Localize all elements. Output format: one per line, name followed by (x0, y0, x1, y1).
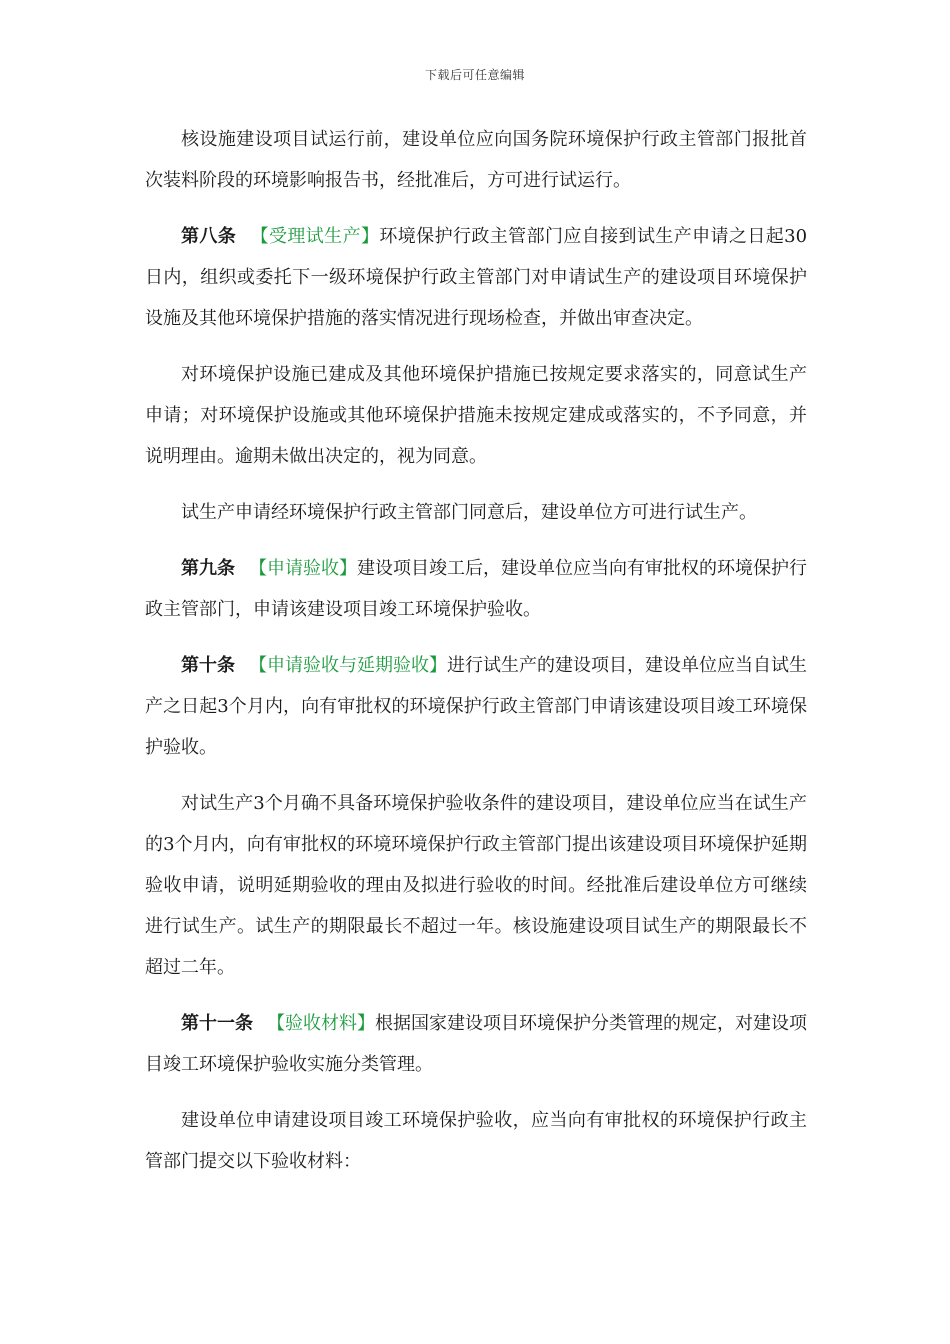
paragraph-text: 核设施建设项目试运行前，建设单位应向国务院环境保护行政主管部门报批首次装料阶段的环境影响报告书，经批准后，方可进行试运行。 (145, 129, 807, 191)
paragraph-text: 环境保护行政主管部门应自接到试生产申请之日起30日内，组织或委托下一级环境保护行政主管部门对申请试生产的建设项目环境保护设施及其他环境保护措施的落实情况进行现场检查，并做出审查决定。 (145, 226, 808, 329)
article-number: 第十一条 (181, 1013, 253, 1034)
paragraph-text: 试生产申请经环境保护行政主管部门同意后，建设单位方可进行试生产。 (181, 502, 757, 523)
paragraph-text: 进行试生产的建设项目，建设单位应当自试生产之日起3个月内，向有审批权的环境保护行政主管部门申请该建设项目竣工环境保护验收。 (145, 655, 807, 758)
paragraph-text: 根据国家建设项目环境保护分类管理的规定，对建设项目竣工环境保护验收实施分类管理。 (145, 1013, 807, 1075)
paragraph-1 (145, 119, 807, 201)
article-number: 第十条 (181, 655, 235, 676)
article-number: 第九条 (181, 558, 235, 579)
paragraph-text: 建设项目竣工后，建设单位应当向有审批权的环境保护行政主管部门，申请该建设项目竣工环境保护验收。 (145, 558, 807, 620)
paragraph-7 (145, 783, 807, 988)
paragraph-9 (145, 1100, 807, 1182)
article-tag: 【申请验收与延期验收】 (249, 655, 447, 676)
article-tag: 【申请验收】 (249, 558, 357, 579)
article-number: 第八条 (181, 226, 237, 247)
article-9 (145, 548, 807, 630)
document-body (145, 119, 807, 1197)
paragraph-text: 对试生产3个月确不具备环境保护验收条件的建设项目，建设单位应当在试生产的3个月内，向有审批权的环境环境保护行政主管部门提出该建设项目环境保护延期验收申请，说明延期验收的理由及拟进行验收的时间。经批准后建设单位方可继续进行试生产。试生产的期限最长不超过一年。核设施建设项目试生产的期限最长不超过二年。 (145, 793, 807, 978)
article-10 (145, 645, 807, 768)
paragraph-text: 对环境保护设施已建成及其他环境保护措施已按规定要求落实的，同意试生产申请；对环境保护设施或其他环境保护措施未按规定建成或落实的，不予同意，并说明理由。逾期未做出决定的，视为同意。 (145, 364, 807, 467)
article-8 (145, 216, 807, 339)
article-tag: 【验收材料】 (267, 1013, 375, 1034)
article-11 (145, 1003, 807, 1085)
paragraph-text: 建设单位申请建设项目竣工环境保护验收，应当向有审批权的环境保护行政主管部门提交以下验收材料： (145, 1110, 807, 1172)
paragraph-3 (145, 354, 807, 477)
page-header: 下载后可任意编辑 (424, 68, 525, 82)
paragraph-4 (145, 492, 807, 533)
article-tag: 【受理试生产】 (250, 226, 380, 247)
